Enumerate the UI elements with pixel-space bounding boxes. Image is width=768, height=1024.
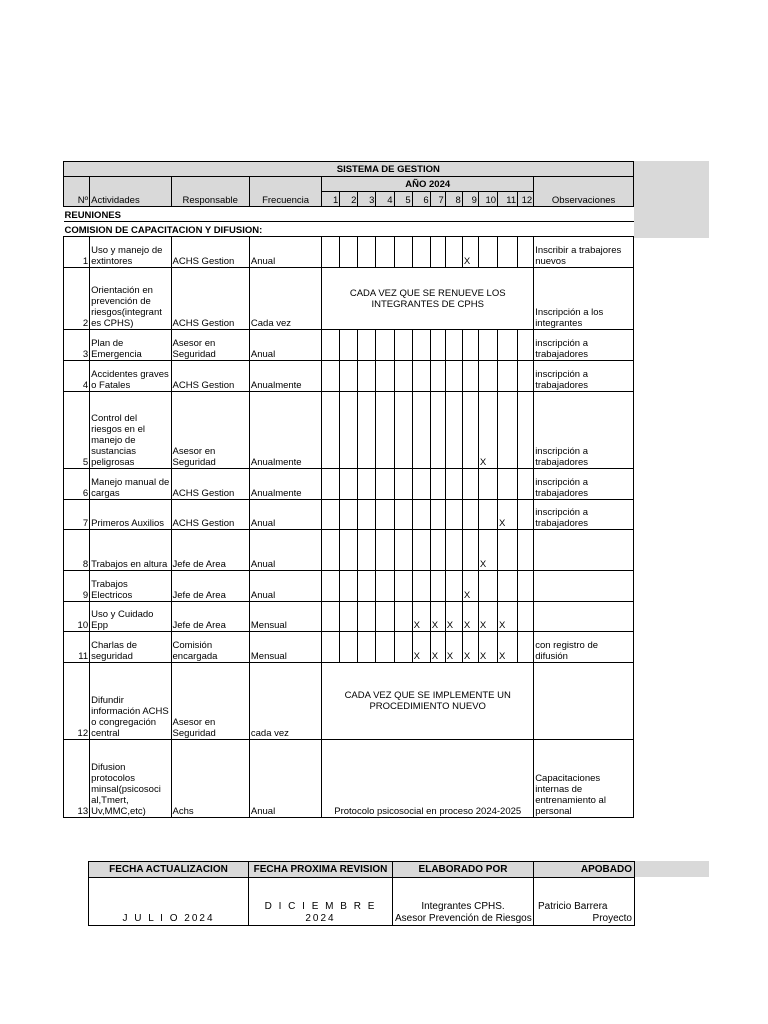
row-responsible: ACHS Gestion [171, 268, 249, 330]
schedule-mark [322, 602, 340, 632]
schedule-mark [394, 469, 412, 500]
schedule-mark [376, 632, 394, 663]
row-number: 7 [64, 500, 90, 530]
month-header: 9 [462, 192, 478, 207]
row-activity: Charlas de seguridad [90, 632, 171, 663]
row-number: 13 [64, 740, 90, 818]
schedule-mark [376, 571, 394, 602]
schedule-mark [412, 361, 430, 392]
schedule-mark [518, 571, 534, 602]
schedule-mark [394, 392, 412, 469]
row-observation: inscripción a trabajadores [534, 500, 634, 530]
row-observation [534, 602, 634, 632]
table-row [64, 330, 634, 361]
schedule-mark [322, 530, 340, 571]
schedule-mark [340, 361, 358, 392]
schedule-mark: X [478, 392, 497, 469]
footer-update-value: J U L I O 2024 [89, 878, 249, 926]
schedule-mark: X [498, 500, 518, 530]
schedule-mark [340, 237, 358, 268]
row-activity: Trabajos en altura [90, 530, 171, 571]
schedule-mark [358, 571, 376, 602]
table-row [64, 632, 634, 663]
row-number: 9 [64, 571, 90, 602]
section-commission: COMISION DE CAPACITACION Y DIFUSION: [64, 222, 634, 237]
row-responsible: Jefe de Area [171, 530, 249, 571]
schedule-mark [430, 500, 445, 530]
schedule-mark [462, 530, 478, 571]
footer-approved-line1: Patricio Barrera [538, 901, 608, 912]
table-row [64, 740, 634, 818]
schedule-mark [340, 500, 358, 530]
row-responsible: Achs [171, 740, 249, 818]
month-header: 6 [412, 192, 430, 207]
schedule-mark: X [478, 632, 497, 663]
header-blank [64, 162, 322, 177]
row-observation: inscripción a trabajadores [534, 330, 634, 361]
schedule-mark [394, 602, 412, 632]
schedule-mark [322, 330, 340, 361]
table-row [64, 392, 634, 469]
schedule-mark [322, 500, 340, 530]
schedule-mark [518, 330, 534, 361]
schedule-mark: X [412, 632, 430, 663]
schedule-mark [498, 237, 518, 268]
schedule-mark [412, 500, 430, 530]
schedule-mark [445, 500, 462, 530]
row-activity: Primeros Auxilios [90, 500, 171, 530]
month-header: 10 [478, 192, 497, 207]
table-row [64, 500, 634, 530]
schedule-mark [394, 361, 412, 392]
schedule-mark [430, 330, 445, 361]
row-responsible: ACHS Gestion [171, 237, 249, 268]
schedule-mark [376, 602, 394, 632]
row-activity: Trabajos Electricos [90, 571, 171, 602]
month-header: 3 [358, 192, 376, 207]
row-observation: inscripción a trabajadores [534, 361, 634, 392]
schedule-mark [394, 571, 412, 602]
footer-made-line1: Integrantes CPHS. [421, 901, 505, 912]
footer-approved-value [534, 878, 635, 926]
schedule-mark [358, 237, 376, 268]
schedule-mark [340, 571, 358, 602]
row-frequency: Mensual [249, 632, 321, 663]
footer-overflow-shade [634, 861, 709, 877]
row-responsible: Comisión encargada [171, 632, 249, 663]
schedule-mark [478, 469, 497, 500]
schedule-mark [518, 469, 534, 500]
row-number: 3 [64, 330, 90, 361]
schedule-mark [445, 469, 462, 500]
table-row [64, 602, 634, 632]
schedule-mark [430, 469, 445, 500]
row-number: 11 [64, 632, 90, 663]
row-activity: Manejo manual de cargas [90, 469, 171, 500]
schedule-mark [394, 530, 412, 571]
schedule-mark [445, 392, 462, 469]
row-observation: Inscribir a trabajores nuevos [534, 237, 634, 268]
schedule-mark: X [498, 632, 518, 663]
schedule-mark [445, 237, 462, 268]
schedule-mark: X [462, 571, 478, 602]
table-row [64, 571, 634, 602]
schedule-mark: X [462, 237, 478, 268]
schedule-mark [322, 469, 340, 500]
schedule-mark: X [478, 530, 497, 571]
row-frequency: cada vez [249, 663, 321, 740]
schedule-mark [498, 330, 518, 361]
row-number: 1 [64, 237, 90, 268]
header-overflow-shade [634, 161, 709, 238]
month-header: 7 [430, 192, 445, 207]
row-responsible: Jefe de Area [171, 571, 249, 602]
row-activity: Plan de Emergencia [90, 330, 171, 361]
row-number: 12 [64, 663, 90, 740]
schedule-mark [445, 571, 462, 602]
month-header: 5 [394, 192, 412, 207]
schedule-mark [478, 330, 497, 361]
schedule-mark [412, 237, 430, 268]
footer-next-header: FECHA PROXIMA REVISION [249, 862, 393, 878]
schedule-mark: X [430, 632, 445, 663]
schedule-mark [376, 361, 394, 392]
year-header: AÑO 2024 [322, 177, 534, 192]
schedule-mark [394, 632, 412, 663]
row-number: 8 [64, 530, 90, 571]
schedule-mark: X [498, 602, 518, 632]
schedule-mark [376, 237, 394, 268]
schedule-mark: X [445, 632, 462, 663]
schedule-mark [498, 530, 518, 571]
schedule-mark [478, 500, 497, 530]
schedule-mark [445, 330, 462, 361]
table-row [64, 469, 634, 500]
row-number: 5 [64, 392, 90, 469]
schedule-mark [518, 500, 534, 530]
schedule-mark [462, 361, 478, 392]
schedule-mark [478, 361, 497, 392]
schedule-mark [376, 392, 394, 469]
schedule-mark [518, 632, 534, 663]
schedule-mark [518, 237, 534, 268]
table-row [64, 237, 634, 268]
row-responsible: Asesor en Seguridad [171, 392, 249, 469]
row-frequency: Anual [249, 237, 321, 268]
schedule-mark [340, 632, 358, 663]
row-number: 10 [64, 602, 90, 632]
schedule-mark [462, 392, 478, 469]
schedule-mark [518, 602, 534, 632]
table-row [64, 663, 634, 740]
schedule-mark [358, 392, 376, 469]
schedule-mark [445, 361, 462, 392]
schedule-mark: X [462, 632, 478, 663]
row-observation: inscripción a trabajadores [534, 392, 634, 469]
row-observation [534, 663, 634, 740]
schedule-mark: X [430, 602, 445, 632]
row-responsible: ACHS Gestion [171, 361, 249, 392]
schedule-mark: X [478, 602, 497, 632]
footer-made-header: ELABORADO POR [393, 862, 534, 878]
schedule-mark [358, 500, 376, 530]
footer-made-value [393, 878, 534, 926]
management-system-table [63, 161, 634, 818]
schedule-mark [498, 392, 518, 469]
row-observation: Inscripción a los integrantes [534, 268, 634, 330]
schedule-mark [340, 469, 358, 500]
schedule-mark [358, 469, 376, 500]
table-row [64, 268, 634, 330]
row-activity: Uso y Cuidado Epp [90, 602, 171, 632]
row-frequency: Anualmente [249, 392, 321, 469]
table-row [64, 530, 634, 571]
month-header: 1 [322, 192, 340, 207]
schedule-mark: X [462, 602, 478, 632]
schedule-mark [376, 330, 394, 361]
schedule-mark [322, 632, 340, 663]
row-responsible: Asesor en Seguridad [171, 330, 249, 361]
schedule-mark [394, 500, 412, 530]
schedule-mark [358, 602, 376, 632]
footer-approved-header: APOBADO [534, 862, 635, 878]
schedule-mark [478, 571, 497, 602]
schedule-mark [322, 361, 340, 392]
schedule-mark [412, 330, 430, 361]
row-responsible: Asesor en Seguridad [171, 663, 249, 740]
row-activity: Difundir información ACHS o congregación central [90, 663, 171, 740]
schedule-mark [462, 500, 478, 530]
schedule-mark [340, 530, 358, 571]
schedule-mark [462, 330, 478, 361]
schedule-mark [340, 392, 358, 469]
schedule-mark [430, 571, 445, 602]
row-responsible: ACHS Gestion [171, 469, 249, 500]
schedule-mark [430, 530, 445, 571]
schedule-mark [358, 361, 376, 392]
row-merged-schedule: CADA VEZ QUE SE IMPLEMENTE UN PROCEDIMIENTO NUEVO [322, 663, 534, 740]
schedule-mark: X [412, 602, 430, 632]
row-merged-schedule: Protocolo psicosocial en proceso 2024-2025 [322, 740, 534, 818]
row-frequency: Anual [249, 330, 321, 361]
schedule-mark [412, 469, 430, 500]
row-activity: Accidentes graves o Fatales [90, 361, 171, 392]
month-header: 4 [376, 192, 394, 207]
row-observation [534, 530, 634, 571]
schedule-mark [498, 571, 518, 602]
row-observation: con registro de difusión [534, 632, 634, 663]
schedule-mark [394, 330, 412, 361]
table-row [64, 361, 634, 392]
schedule-mark [322, 237, 340, 268]
schedule-mark [412, 392, 430, 469]
schedule-mark [412, 530, 430, 571]
schedule-mark [358, 632, 376, 663]
row-frequency: Mensual [249, 602, 321, 632]
num-header: Nº [64, 177, 90, 207]
row-responsible: Jefe de Area [171, 602, 249, 632]
row-number: 6 [64, 469, 90, 500]
schedule-mark [445, 530, 462, 571]
schedule-mark [358, 530, 376, 571]
row-frequency: Anualmente [249, 469, 321, 500]
section-meetings: REUNIONES [64, 207, 634, 222]
schedule-mark: X [445, 602, 462, 632]
footer-made-line2: Asesor Prevención de Riesgos [395, 913, 532, 924]
schedule-mark [430, 392, 445, 469]
row-number: 4 [64, 361, 90, 392]
activities-header: Actividades [90, 177, 171, 207]
row-observation: Capacitaciones internas de entrenamiento al personal [534, 740, 634, 818]
row-observation: inscripción a trabajadores [534, 469, 634, 500]
row-merged-schedule: CADA VEZ QUE SE RENUEVE LOS INTEGRANTES DE CPHS [322, 268, 534, 330]
system-title [322, 162, 634, 177]
row-responsible: ACHS Gestion [171, 500, 249, 530]
schedule-mark [358, 330, 376, 361]
row-activity: Uso y manejo de extintores [90, 237, 171, 268]
schedule-mark [518, 392, 534, 469]
month-header: 11 [498, 192, 518, 207]
row-frequency: Cada vez [249, 268, 321, 330]
schedule-mark [430, 237, 445, 268]
schedule-mark [340, 602, 358, 632]
schedule-mark [462, 469, 478, 500]
responsible-header: Responsable [171, 177, 249, 207]
month-header: 2 [340, 192, 358, 207]
footer-approved-line2: Proyecto [592, 913, 632, 924]
month-header: 12 [518, 192, 534, 207]
footer-next-value: D I C I E M B R E 2024 [249, 878, 393, 926]
schedule-mark [376, 500, 394, 530]
schedule-mark [376, 469, 394, 500]
schedule-mark [322, 571, 340, 602]
row-frequency: Anual [249, 571, 321, 602]
row-frequency: Anual [249, 530, 321, 571]
row-number: 2 [64, 268, 90, 330]
schedule-mark [376, 530, 394, 571]
footer-update-header: FECHA ACTUALIZACION [89, 862, 249, 878]
row-frequency: Anual [249, 500, 321, 530]
footer-table [88, 861, 635, 926]
schedule-mark [412, 571, 430, 602]
schedule-mark [478, 237, 497, 268]
observations-header: Observaciones [534, 177, 634, 207]
row-frequency: Anual [249, 740, 321, 818]
schedule-mark [498, 361, 518, 392]
system-title-text: SISTEMA DE GESTION [336, 163, 440, 175]
frequency-header: Frecuencia [249, 177, 321, 207]
row-observation [534, 571, 634, 602]
schedule-mark [322, 392, 340, 469]
schedule-mark [518, 361, 534, 392]
row-activity: Difusion protocolos minsal(psicosoci al,Tmert, Uv,MMC,etc) [90, 740, 171, 818]
schedule-mark [340, 330, 358, 361]
schedule-mark [518, 530, 534, 571]
row-frequency: Anualmente [249, 361, 321, 392]
row-activity: Control del riesgos en el manejo de sustancias peligrosas [90, 392, 171, 469]
schedule-mark [430, 361, 445, 392]
row-activity: Orientación en prevención de riesgos(integrant es CPHS) [90, 268, 171, 330]
schedule-mark [498, 469, 518, 500]
month-header: 8 [445, 192, 462, 207]
schedule-mark [394, 237, 412, 268]
